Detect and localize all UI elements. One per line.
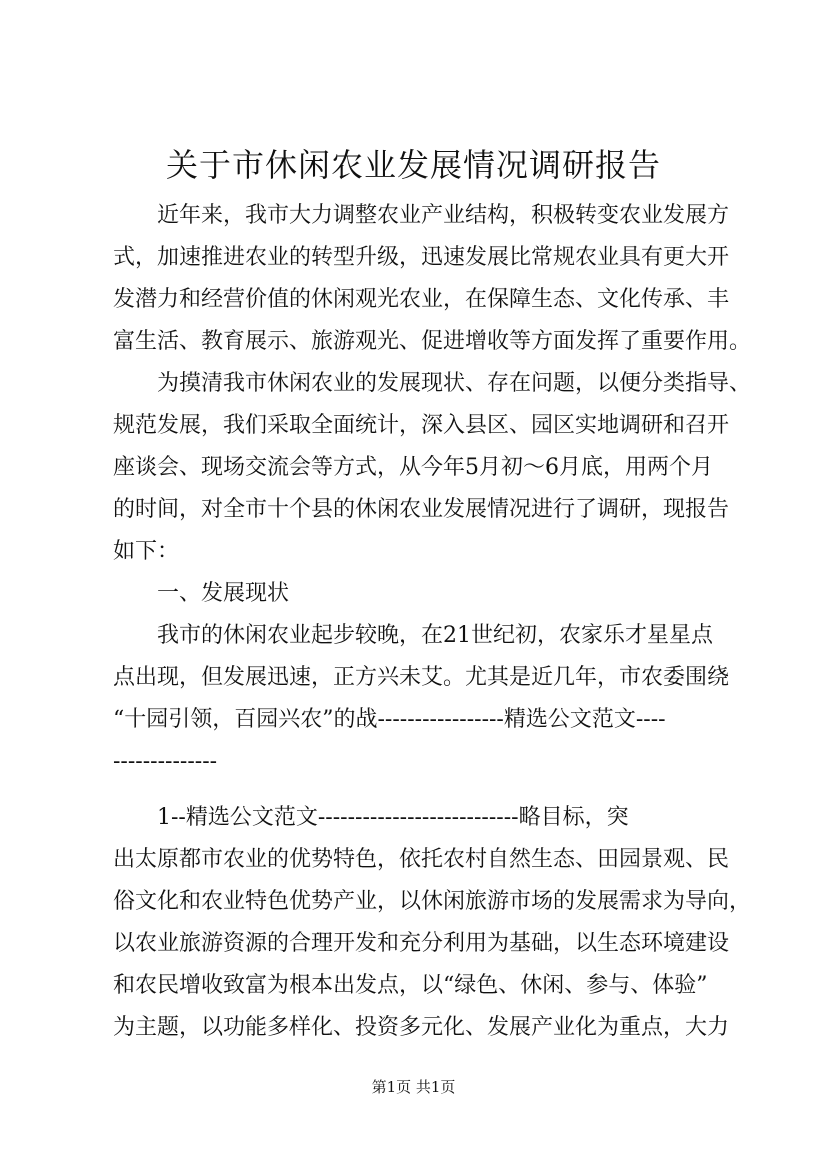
body-line-15: 1--精选公文范文---------------------------略目标，突	[157, 805, 629, 830]
body-line-17: 俗文化和农业特色优势产业，以休闲旅游市场的发展需求为导向，	[113, 889, 752, 914]
body-line-8: 的时间，对全市十个县的休闲农业发展情况进行了调研，现报告	[113, 497, 730, 522]
body-line-16: 出太原都市农业的优势特色，依托农村自然生态、田园景观、民	[113, 847, 730, 872]
body-line-18: 以农业旅游资源的合理开发和充分利用为基础，以生态环境建设	[113, 931, 730, 956]
body-line-12: 点出现，但发展迅速，正方兴未艾。尤其是近几年，市农委围绕	[113, 665, 730, 690]
body-line-11: 我市的休闲农业起步较晚，在21世纪初，农家乐才星星点	[157, 623, 713, 648]
body-line-3: 发潜力和经营价值的休闲观光农业，在保障生态、文化传承、丰	[113, 287, 730, 312]
paragraph-gap	[113, 783, 723, 797]
body-line-6: 规范发展，我们采取全面统计，深入县区、园区实地调研和召开	[113, 413, 730, 438]
body-line-9: 如下：	[113, 539, 180, 564]
body-line-7: 座谈会、现场交流会等方式，从今年5月初～6月底，用两个月	[113, 455, 713, 480]
page-footer: 第1页 共1页	[371, 1078, 456, 1096]
body-line-14: --------------	[113, 749, 218, 774]
body-line-1: 近年来，我市大力调整农业产业结构，积极转变农业发展方	[157, 203, 730, 228]
body-line-2: 式，加速推进农业的转型升级，迅速发展比常规农业具有更大开	[113, 245, 730, 270]
body-line-20: 为主题，以功能多样化、投资多元化、发展产业化为重点，大力	[113, 1015, 730, 1040]
document-title: 关于市休闲农业发展情况调研报告	[165, 146, 661, 184]
body-line-19: 和农民增收致富为根本出发点，以“绿色、休闲、参与、体验”	[113, 973, 708, 998]
body-line-4: 富生活、教育展示、旅游观光、促进增收等方面发挥了重要作用。	[113, 329, 752, 354]
body-line-5: 为摸清我市休闲农业的发展现状、存在问题，以便分类指导、	[157, 371, 752, 396]
body-line-13: “十园引领，百园兴农”的战-----------------精选公文范文----	[113, 707, 666, 732]
document-body	[113, 195, 752, 1049]
section-heading: 一、发展现状	[157, 581, 290, 606]
